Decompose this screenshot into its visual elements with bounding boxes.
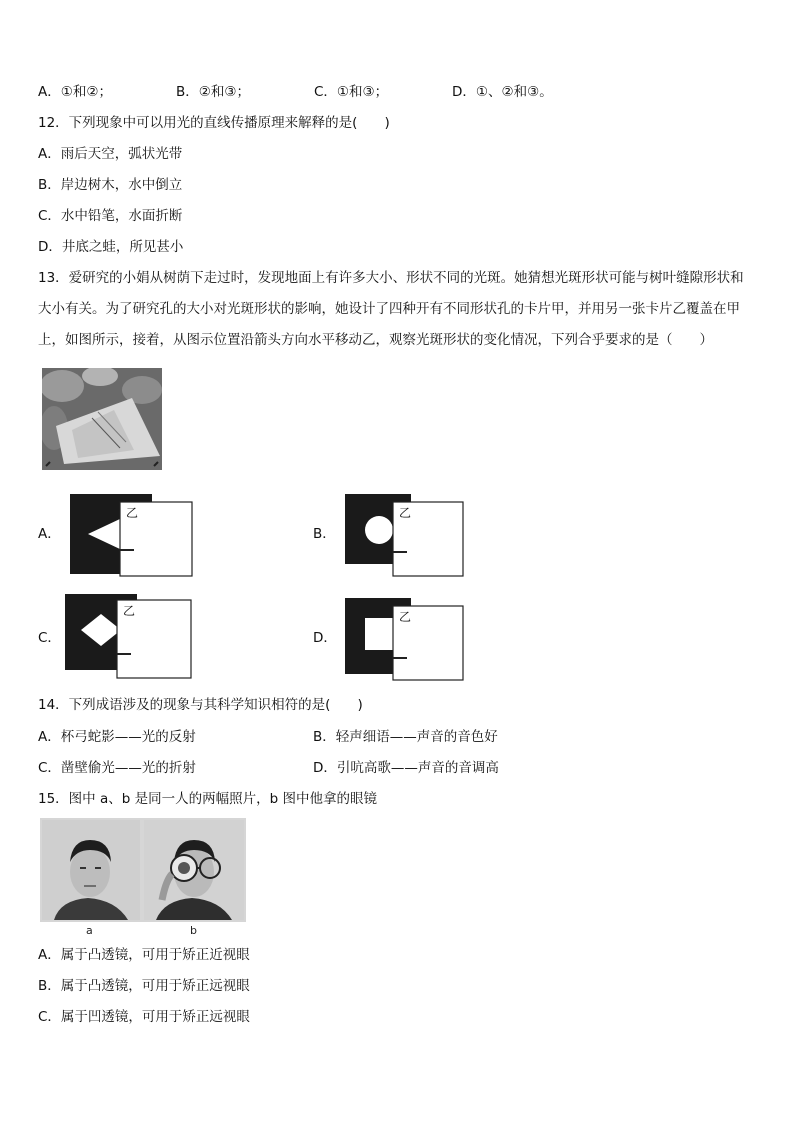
q11-option-c[interactable]: C．①和③；: [314, 84, 389, 100]
q11-option-d[interactable]: D．①、②和③。: [452, 84, 553, 100]
q15-option-a[interactable]: A．属于凸透镜，可用于矫正近视眼: [38, 947, 250, 963]
q15-stem: 15．图中 a、b 是同一人的两幅照片，b 图中他拿的眼镜: [38, 791, 377, 807]
q13-option-c-letter[interactable]: C．: [38, 630, 61, 646]
q14-option-d[interactable]: D．引吭高歌——声音的音调高: [313, 760, 499, 776]
q14-stem: 14．下列成语涉及的现象与其科学知识相符的是( ): [38, 697, 363, 713]
card-label: 乙: [126, 506, 139, 520]
photo-a: [42, 820, 140, 920]
card-label: 乙: [399, 610, 412, 624]
q13-option-d-figure[interactable]: [343, 596, 467, 686]
q13-stem: 13．爱研究的小娟从树荫下走过时，发现地面上有许多大小、形状不同的光斑。她猜想光斑形状可能与树叶缝隙形状和大小有关。为了研究孔的大小对光斑形状的影响，她设计了四种开有不同形状孔的卡片甲，并用另一张卡片乙覆盖在甲上，如图所示，接着，从图示位置沿箭头方向水平移动乙，观察光斑形状的变化情况，下列合乎要求的是（ ）: [38, 270, 744, 348]
card-label: 乙: [123, 604, 136, 618]
q14-option-b[interactable]: B．轻声细语——声音的音色好: [313, 729, 498, 745]
q11-option-a[interactable]: A．①和②；: [38, 84, 112, 100]
q11-option-b[interactable]: B．②和③；: [176, 84, 250, 100]
q13-experiment-photo: [42, 368, 162, 470]
q14-option-c[interactable]: C．凿壁偷光——光的折射: [38, 760, 196, 776]
q15-photos: [40, 818, 246, 938]
q14-option-a[interactable]: A．杯弓蛇影——光的反射: [38, 729, 196, 745]
q15-option-c[interactable]: C．属于凹透镜，可用于矫正远视眼: [38, 1009, 250, 1025]
q12-stem: 12．下列现象中可以用光的直线传播原理来解释的是( ): [38, 115, 390, 131]
card-label: 乙: [399, 506, 412, 520]
photo-b: [144, 820, 244, 920]
photo-a-label: a: [86, 924, 93, 937]
circle-hole: [365, 516, 393, 544]
q13-option-b-figure[interactable]: [343, 492, 467, 582]
q13-option-d-letter[interactable]: D．: [313, 630, 337, 646]
q12-option-d[interactable]: D．井底之蛙，所见甚小: [38, 239, 184, 255]
photo-b-label: b: [190, 924, 197, 937]
q15-option-b[interactable]: B．属于凸透镜，可用于矫正远视眼: [38, 978, 250, 994]
q13-option-c-figure[interactable]: [63, 592, 195, 682]
square-hole: [365, 618, 393, 650]
q12-option-c[interactable]: C．水中铅笔，水面折断: [38, 208, 183, 224]
q13-option-b-letter[interactable]: B．: [313, 526, 336, 542]
q13-option-a-figure[interactable]: [68, 490, 196, 580]
q12-option-a[interactable]: A．雨后天空，弧状光带: [38, 146, 183, 162]
q13-option-a-letter[interactable]: A．: [38, 526, 61, 542]
q12-option-b[interactable]: B．岸边树木，水中倒立: [38, 177, 183, 193]
